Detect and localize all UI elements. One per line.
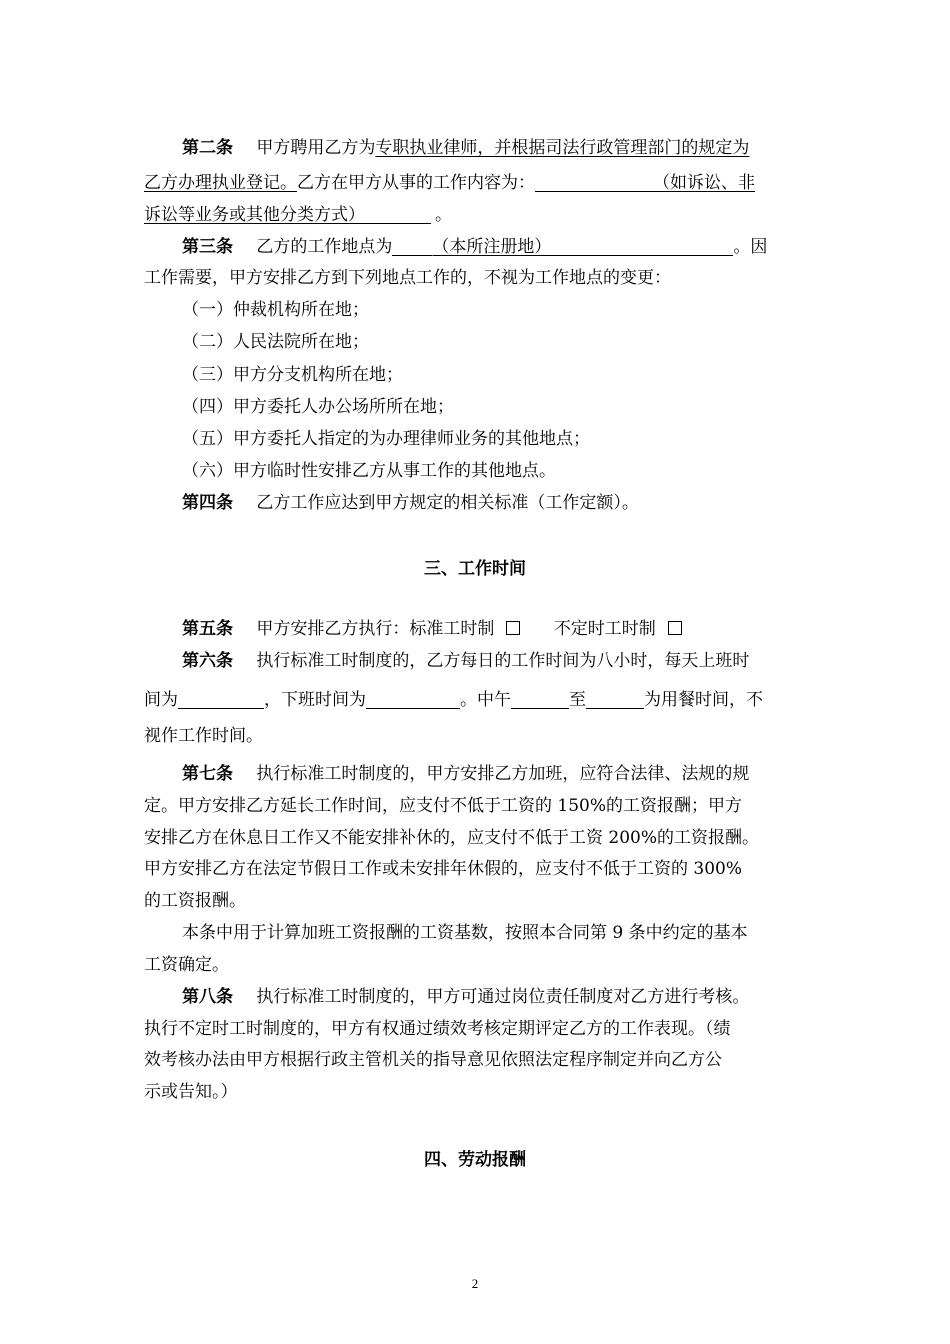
list-item: （三）甲方分支机构所在地； [182,365,403,385]
art2-line2 [144,171,806,195]
art7-line4: 甲方安排乙方在法定节假日工作或未安排年休假的，应支付不低于工资的 300% [144,859,743,879]
art3-text-end: 。因 [733,237,768,257]
art5-label: 第五条 [182,619,233,639]
art6-line1 [144,649,806,673]
art3-line2: 工作需要，甲方安排乙方到下列地点工作的，不视为工作地点的变更： [144,268,671,288]
art2-underlined-text: 专职执业律师，并根据司法行政管理部门的规定为 [375,138,750,158]
art7-line1 [144,762,806,786]
art3-line1 [144,235,806,259]
art7-para2-line1: 本条中用于计算加班工资报酬的工资基数，按照本合同第 9 条中约定的基本 [182,923,748,943]
work-location-blank[interactable] [392,237,432,256]
section-heading-remuneration: 四、劳动报酬 [424,1150,526,1170]
art7-para2-line2: 工资确定。 [144,955,229,975]
list-item: （六）甲方临时性安排乙方从事工作的其他地点。 [182,461,556,481]
lunch-start-field[interactable] [511,690,569,709]
art7-text: 执行标准工时制度的，甲方安排乙方加班，应符合法律、法规的规 [256,764,750,784]
art8-line3: 效考核办法由甲方根据行政主管机关的指导意见依照法定程序制定并向乙方公 [144,1050,722,1070]
art6-line2 [144,688,806,712]
art6-text-4: 。中午 [460,690,511,710]
art4-text: 乙方工作应达到甲方规定的相关标准（工作定额）。 [256,493,639,513]
standard-hours-checkbox[interactable] [506,621,520,635]
art2-underlined-text-2: 乙方办理执业登记。 [144,173,297,193]
art2-period: 。 [435,205,452,225]
art2-text: 甲方聘用乙方为 [256,138,376,158]
end-time-field[interactable] [366,690,460,709]
art2-underlined-text-4: 诉讼等业务或其他分类方式） [144,205,365,225]
start-time-field[interactable] [178,690,264,709]
art7-label: 第七条 [182,764,233,784]
page-number: 2 [471,1276,479,1291]
art2-line1 [144,136,806,160]
art5-text: 甲方安排乙方执行：标准工时制 [256,619,495,639]
work-content-blank-2[interactable] [365,205,431,224]
art8-line4: 示或告知。） [144,1082,238,1102]
flexible-hours-label: 不定时工时制 [553,619,656,639]
list-item: （四）甲方委托人办公场所所在地； [182,397,454,417]
list-item: （五）甲方委托人指定的为办理律师业务的其他地点； [182,429,590,449]
art4-line [144,491,806,515]
art6-text-6: 为用餐时间，不 [644,690,763,710]
art7-line2: 定。甲方安排乙方延长工作时间，应支付不低于工资的 150%的工资报酬；甲方 [144,796,743,816]
work-location-value: （本所注册地） [432,237,552,257]
art8-text: 执行标准工时制度的，甲方可通过岗位责任制度对乙方进行考核。 [256,987,750,1007]
art6-line3: 视作工作时间。 [144,726,263,746]
list-item: （二）人民法院所在地； [182,332,369,352]
art2-label: 第二条 [182,138,233,158]
art5-line [144,617,806,641]
list-item: （一）仲裁机构所在地； [182,300,369,320]
art2-underlined-text-3: （如诉讼、非 [653,173,755,193]
art8-line2: 执行不定时工时制度的，甲方有权通过绩效考核定期评定乙方的工作表现。（绩 [144,1019,731,1039]
art3-text: 乙方的工作地点为 [256,237,393,257]
art7-line3: 安排乙方在休息日工作又不能安排补休的，应支付不低于工资 200%的工资报酬。 [144,828,760,848]
art6-text-5: 至 [569,690,586,710]
art3-label: 第三条 [182,237,233,257]
art6-label: 第六条 [182,651,233,671]
lunch-end-field[interactable] [586,690,644,709]
art2-text-2: 乙方在甲方从事的工作内容为： [297,173,535,193]
work-location-blank-2[interactable] [551,237,733,256]
art6-text: 执行标准工时制度的，乙方每日的工作时间为八小时，每天上班时 [256,651,750,671]
art8-line1 [144,985,806,1009]
art4-label: 第四条 [182,493,233,513]
art7-line5: 的工资报酬。 [144,891,246,911]
art2-line3 [144,203,806,227]
art6-text-2: 间为 [144,690,178,710]
flexible-hours-checkbox[interactable] [668,621,682,635]
section-heading-work-time: 三、工作时间 [424,559,526,579]
art6-text-3: ，下班时间为 [264,690,366,710]
work-content-blank[interactable] [535,173,653,192]
art8-label: 第八条 [182,987,233,1007]
